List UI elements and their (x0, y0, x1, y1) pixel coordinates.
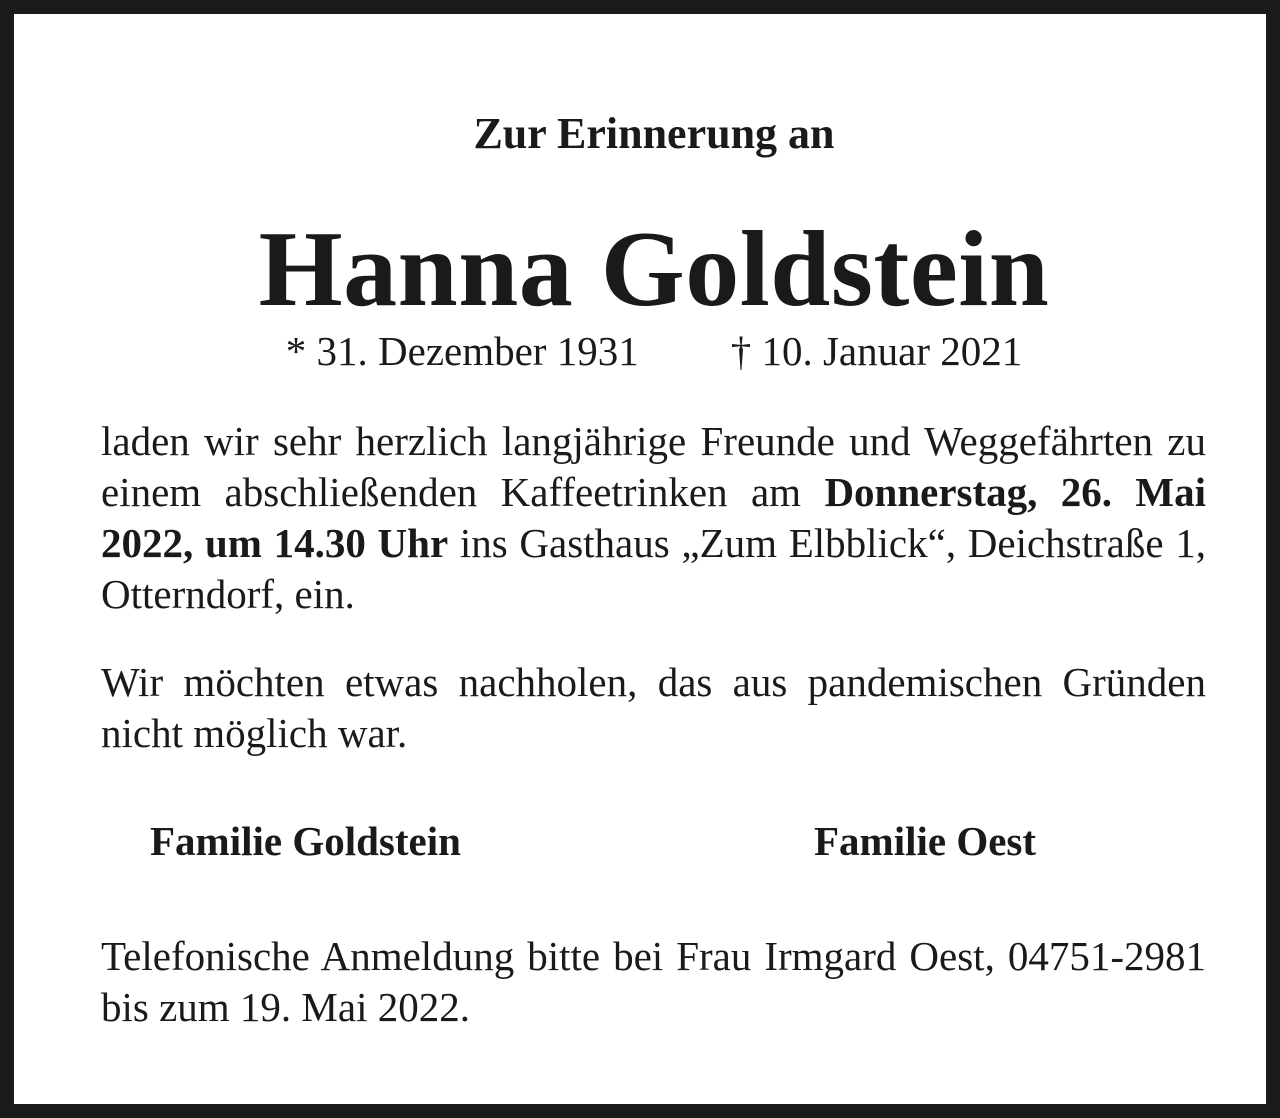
invitation-after: ins Gasthaus „Zum Elbblick“, Deichstraße 1, Otterndorf, ein. (101, 520, 1206, 617)
invitation-before: laden wir sehr herzlich langjährige Freunde und Weggefährten zu einem abschließenden Kaffeetrinken am (101, 418, 1206, 515)
signature-oest: Familie Oest (814, 818, 1037, 864)
reason-text: Wir möchten etwas nachholen, das aus pandemischen Gründen nicht möglich war. (101, 659, 1206, 756)
deceased-name: Hanna Goldstein (258, 210, 1050, 329)
signature-goldstein: Familie Goldstein (150, 818, 461, 864)
birth-date: * 31. Dezember 1931 (285, 328, 639, 374)
notice-heading: Zur Erinnerung an (473, 109, 835, 158)
life-dates (14, 324, 1280, 378)
death-date: † 10. Januar 2021 (730, 328, 1023, 374)
registration-text: Telefonische Anmeldung bitte bei Frau Irmgard Oest, 04751-2981 bis zum 19. Mai 2022. (101, 933, 1206, 1030)
event-date-time: Donnerstag, 26. Mai 2022, um 14.30 Uhr (101, 469, 1207, 566)
invitation-text (101, 416, 1206, 620)
